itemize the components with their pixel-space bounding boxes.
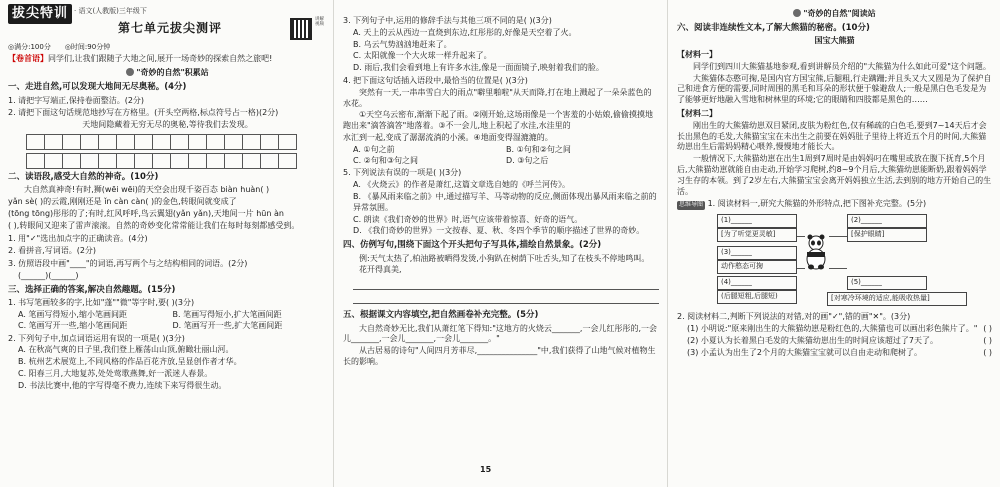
section-6-title: 六、阅读非连续性文本,了解大熊猫的秘密。(10分) [677, 22, 870, 33]
writing-grid-2[interactable] [26, 153, 327, 169]
s4-answer-line[interactable] [353, 281, 659, 290]
middle-page [333, 0, 667, 487]
s1-q1: 1. 请把字写端正,保持卷面整洁。(2分) [8, 95, 145, 105]
s3-q1-option-c[interactable]: C. 笔画写开一些,缩小笔画间距 [18, 320, 128, 330]
s3-q1-options-row2 [18, 321, 327, 332]
map-fur-reason: [对寒冷环境的适应,能吸收热量] [827, 292, 967, 305]
map-connector [829, 268, 847, 269]
material-2-p1: 刚出生的大熊猫幼崽双目紧闭,皮肤为粉红色,仅有稀疏的白色毛,要到7~14天后才会长出黑色的毛发,大熊猫宝宝在未出生之前要在妈妈肚子里待上将近五个月的时间,大熊猫幼崽出生后需妈妈精心喂养,慢慢地才能长大。 [677, 120, 987, 152]
exam-time: ◎时间:90分钟 [64, 43, 111, 51]
s3-q1: 1. 书写笔画较多的字,比如"蓬""微"等字时,要( )(3分) [8, 298, 195, 308]
s2-passage-2: yǎn sè( )的云霞,刚刚还是 ǐn càn càn( )的金色,转眼间就变成了 [8, 197, 237, 207]
preface-text: 同学们,让我们跟随子大地之间,展开一场奇妙的探索自然之旅吧! [48, 54, 273, 64]
s6-q1 [677, 199, 992, 210]
page-number: 15 [480, 465, 492, 474]
s3-q2-option-c[interactable]: C. 阳春三月,大地复苏,处处莺歌燕舞,好一派迷人春景。 [18, 368, 213, 378]
s3-q5-option-c[interactable]: C. 朗读《我们奇妙的世界》时,语气应该带着惊喜、好奇的语气。 [353, 214, 583, 224]
qr-code-icon[interactable] [290, 18, 312, 40]
full-score: ◎满分:100分 [8, 43, 51, 51]
map-cute-posture: 动作憨态可掬 [717, 260, 797, 273]
s3-q5-option-d[interactable]: D. 《我们奇妙的世界》一文按春、夏、秋、冬四个季节的顺序描述了世界的奇妙。 [353, 226, 645, 236]
panda-icon [803, 234, 829, 270]
unit-title: 第七单元拔尖测评 [118, 21, 223, 35]
material-1-label: 【材料一】 [677, 50, 717, 60]
s3-q2-option-a[interactable]: A. 在秋高气爽的日子里,我们登上雁荡山山顶,俯瞰壮丽山河。 [18, 345, 234, 355]
mind-map-badge: 思维导图 [679, 201, 704, 209]
material-2-label: 【材料二】 [677, 109, 717, 119]
book-subtitle: · 语文(人教版)三年级下 [74, 7, 147, 15]
map-ear-reason: [为了听觉更灵敏] [717, 228, 797, 241]
s3-q4-option-a[interactable]: A. ①句之前 [353, 144, 395, 154]
map-leg-note: (后腿短粗,后腿短) [717, 290, 797, 303]
s3-q1-option-d[interactable]: D. 笔画写开一些,扩大笔画间距 [172, 320, 283, 330]
exam-meta [8, 43, 327, 52]
banner-text: "奇妙的自然"积累站 [136, 68, 209, 78]
s3-q4-option-b[interactable]: B. ①句和②句之间 [506, 144, 571, 154]
panda-mind-map [677, 212, 992, 310]
banner-icon [793, 9, 801, 17]
s6-q2-item-2-text: (2) 小夏认为长着黑白毛发的大熊猫幼崽出生的时间应该超过了7天了。 [687, 335, 938, 345]
s4-answer-line-2[interactable] [353, 295, 659, 304]
s4-sentence-start: 花开得真美, [359, 265, 402, 275]
qr-caption: 讲解视频 [315, 17, 324, 27]
preface-label: 【卷首语】 [8, 54, 48, 64]
s3-q4-options-row2 [353, 156, 659, 167]
s6-q2-item-1[interactable]: (1) 小明说:"原来刚出生的大熊猫幼崽是粉红色的,大熊猫也可以画出彩色熊片了。" ( ) [687, 324, 992, 334]
s3-q1-option-b[interactable]: B. 笔画写得短小,扩大笔画间距 [172, 310, 282, 319]
s3-q4-option-d[interactable]: D. ③句之后 [506, 155, 549, 165]
s3-q5: 5. 下列说法有误的一项是( )(3分) [343, 168, 462, 178]
s3-q3-option-c[interactable]: C. 太阳就像一个大火球一样升起来了。 [353, 51, 492, 61]
material-1-p1: 同学们到四川大熊猫基地参观,看到讲解员介绍的"大熊猫为什么如此可爱"这个问题。 [693, 61, 991, 71]
s3-q3-option-b[interactable]: B. 乌云气势汹汹地赶来了。 [353, 39, 452, 49]
s2-passage-1: 大自然真神奇!有时,狮(wēi wēi)的天空会出现千姿百态 biàn huàn( ) [24, 185, 270, 195]
s2-q3-blanks[interactable]: (______)(______) [18, 270, 79, 280]
brand-logo: 拔尖特训 [8, 4, 72, 24]
page-header [8, 4, 327, 34]
map-blank-4[interactable]: (4)______ [717, 276, 797, 289]
s2-passage-4: ( ),转眼间又迎来了雷声滚滚。自然的奇妙变化常常能让我们在每时每刻都感受到。 [8, 220, 300, 230]
s3-q5-option-a[interactable]: A. 《火烧云》的作者是萧红,这篇文章选自她的《呼兰河传》。 [353, 180, 570, 190]
s3-q3-option-d[interactable]: D. 雨后,我们会看到地上有许多水洼,像是一面面镜子,映射着我们的脸。 [353, 63, 604, 73]
s6-q1-text: 1. 阅读材料一,研究大熊猫的外形特点,把下图补充完整。(5分) [707, 199, 927, 209]
section-3-title: 三、选择正确的答案,解决自然趣题。(15分) [8, 284, 176, 295]
copy-sentence: 天地间隐藏着无穷无尽的奥秘,等待我们去发现。 [82, 120, 253, 130]
reading-title: 国宝大熊猫 [814, 36, 855, 46]
section-4-title: 四、仿例写句,围绕下面这个开头把句子写具体,描绘自然景象。(2分) [343, 240, 602, 251]
s2-q1: 1. 用"✓"选出加点字的正确读音。(4分) [8, 233, 148, 243]
s4-example: 例:天气太热了,柏油路被晒得发烫,小狗趴在树荫下吐舌头,知了在枝头不停地鸣叫。 [359, 253, 650, 263]
s6-q2-item-3-text: (3) 小孟认为出生了2个月的大熊猫宝宝就可以自由走动和爬树了。 [687, 347, 922, 357]
s3-q2-option-d[interactable]: D. 书法比赛中,他的字写得毫不费力,连续下来写得很生动。 [18, 380, 227, 390]
s3-q4: 4. 把下面这句话插入语段中,最恰当的位置是( )(3分) [343, 75, 528, 85]
s2-q2: 2. 看拼音,写词语。(2分) [8, 246, 97, 256]
s5-paragraph-1: 大自然奇妙无比,我们从萧红笔下得知:"这地方的火烧云_______,一会儿红彤彤的,一会儿_______,一会儿_______,一会儿_______。" [343, 323, 658, 344]
map-blank-3[interactable]: (3)______ [717, 246, 797, 259]
s3-q4-insert-sentence: 突然有一天,一串串雪白大的雨点"噼里啪啦"从天而降,打在地上溅起了一朵朵蓝色的水花。 [343, 87, 652, 108]
s3-q4-body-2: 水汇到一起,变成了潺潺流淌的小溪。④地面变得湿漉漉的。 [343, 132, 553, 142]
s3-q4-body-1: ①天空乌云密布,渐渐下起了雨。②刚开始,这场雨像是一个害羞的小姑娘,偷偷摸摸地跑出来"滴答滴答"地落着。③不一会儿,地上积起了水洼,水洼里的 [343, 110, 653, 131]
map-blank-1[interactable]: (1)______ [717, 214, 797, 227]
s5-paragraph-2: 从古居易的诗句"人间四月芳菲尽,_______________"中,我们获得了山地气候对植物生长的影响。 [343, 346, 656, 367]
section-2-title: 二、读语段,感受大自然的神奇。(10分) [8, 171, 159, 182]
map-blank-5[interactable]: (5)______ [847, 276, 927, 289]
s3-q2: 2. 下列句子中,加点词语运用有误的一项是( )(3分) [8, 333, 185, 343]
map-blank-2[interactable]: (2)______ [847, 214, 927, 227]
banner-icon [126, 68, 134, 76]
s2-passage-3: (tōng tōng)彤彤的了;有时,红风呼呼,鸟云翼翅(yǎn yǎn),天地间一片 hūn àn [8, 208, 284, 218]
s3-q5-option-b[interactable]: B. 《暴风雨来临之前》中,通过描写羊、马等动物的反应,侧面体现出暴风雨来临之前的异常氛围。 [353, 191, 657, 212]
section-1-title: 一、走进自然,可以发现大地间无尽奥秘。(4分) [8, 82, 187, 93]
s3-q3-option-a[interactable]: A. 天上的云从西边一直烧到东边,红彤彤的,好像是天空着了火。 [353, 27, 577, 37]
s3-q2-option-b[interactable]: B. 杭州艺术展览上,不同风格的作品百花齐放,呈显创作者才华。 [18, 357, 242, 367]
s3-q1-options-row1 [18, 310, 327, 321]
map-connector [829, 236, 847, 237]
right-page [667, 0, 1000, 487]
s6-q2-item-3[interactable]: (3) 小孟认为出生了2个月的大熊猫宝宝就可以自由走动和爬树了。 ( ) [687, 347, 992, 357]
s6-q2-item-2[interactable]: (2) 小夏认为长着黑白毛发的大熊猫幼崽出生的时间应该超过了7天了。 ( ) [687, 335, 992, 345]
reading-banner [677, 9, 992, 20]
s1-q2: 2. 请把下面这句话规范地抄写在方格里。(开头空两格,标点符号占一格)(2分) [8, 108, 279, 118]
writing-grid[interactable] [26, 134, 327, 150]
s3-q4-options-row1 [353, 145, 659, 156]
banner-text: "奇妙的自然"阅读站 [803, 9, 876, 18]
s3-q4-option-c[interactable]: C. ②句和③句之间 [353, 155, 419, 165]
preface [8, 54, 327, 65]
s6-q2: 2. 阅读材料二,判断下列说法的对错,对的画"✓",错的画"✕"。(3分) [677, 312, 911, 322]
s3-q1-option-a[interactable]: A. 笔画写得短小,缩小笔画间距 [18, 310, 127, 319]
section-5-title: 五、根据课文内容填空,把自然画卷补充完整。(5分) [343, 310, 539, 321]
material-1-p2: 大熊猫体态憨可掬,是国内官方国宝熊,后腿粗,行走蹒跚;并且头又大又圆是为了保护自己和进食方便的需要,同时周围的黑毛和耳朵的形状便于躲避敌人;一般是黑白色毛发是为了能够更好地融入雪地和树林里的环境;它的眼睛和四肢都是黑色的…… [677, 73, 992, 105]
s6-q2-item-1-text: (1) 小明说:"原来刚出生的大熊猫幼崽是粉红色的,大熊猫也可以画出彩色熊片了。" [687, 324, 978, 334]
left-page [0, 0, 333, 487]
accumulation-banner [8, 68, 327, 79]
s3-q3: 3. 下列句子中,运用的修辞手法与其他三项不同的是( )(3分) [343, 16, 552, 25]
material-2-p2: 一般情况下,大熊猫幼崽在出生1周到7周时是由妈妈叼在嘴里或放在腹下抚育,5个月后,大熊猫幼崽就能自由走动,开始学习爬树,约8~9个月后,大熊猫幼崽能断奶,跟着妈妈学习生存的本领。到了2岁左右,大熊猫宝宝会离开妈妈独立生活,去到别的地方开始自己的生活。 [677, 154, 992, 196]
map-eye-reason: [保护眼睛] [847, 228, 927, 241]
s2-q3: 3. 仿照语段中画"____"的词语,再写两个与之结构相同的词语。(2分) [8, 259, 248, 269]
